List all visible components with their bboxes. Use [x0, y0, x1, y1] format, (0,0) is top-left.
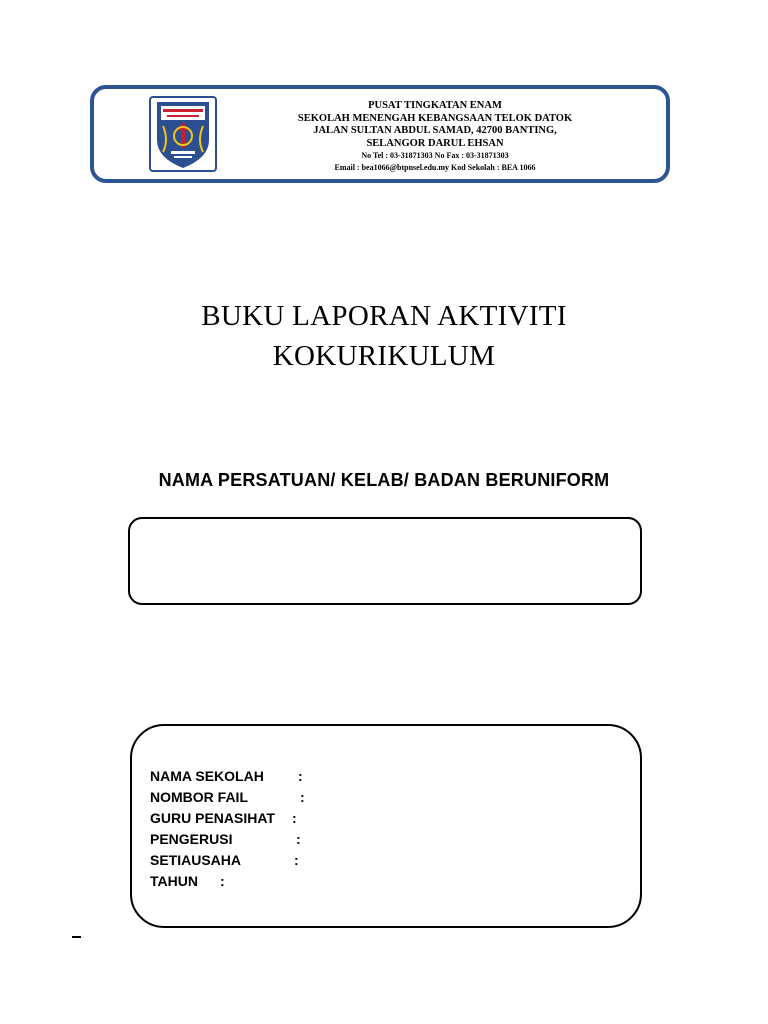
field-nombor-fail [150, 787, 305, 808]
school-crest-icon [149, 96, 217, 172]
school-header [90, 85, 670, 183]
field-pengerusi [150, 829, 301, 850]
document-title-line1: BUKU LAPORAN AKTIVITI [201, 300, 567, 332]
club-name-box[interactable] [128, 517, 642, 605]
club-name-heading: NAMA PERSATUAN/ KELAB/ BADAN BERUNIFORM [158, 470, 610, 490]
document-title [0, 296, 768, 376]
field-label: SETIAUSAHA [150, 852, 242, 868]
info-box [130, 724, 642, 928]
field-colon: : [296, 831, 301, 847]
header-line: JALAN SULTAN ABDUL SAMAD, 42700 BANTING, [313, 125, 557, 136]
document-title-line2: KOKURIKULUM [272, 340, 496, 372]
field-colon: : [292, 810, 297, 826]
field-colon: : [300, 789, 305, 805]
field-tahun [150, 871, 275, 892]
info-field-list [150, 766, 305, 892]
field-label: TAHUN [150, 873, 198, 889]
field-label: GURU PENASIHAT [150, 810, 275, 826]
header-contact: No Tel : 03-31871303 No Fax : 03-31871303 [361, 151, 509, 160]
school-address-block [224, 100, 646, 174]
field-colon: : [298, 768, 303, 784]
header-email: Email : bea1066@btpnsel.edu.my Kod Sekolah : BEA 1066 [334, 163, 536, 172]
header-line: SELANGOR DARUL EHSAN [366, 137, 504, 149]
field-label: NOMBOR FAIL [150, 789, 248, 805]
stray-dash-mark [72, 936, 81, 938]
header-line: PUSAT TINGKATAN ENAM [368, 100, 502, 111]
field-colon: : [294, 852, 299, 868]
header-line: SEKOLAH MENENGAH KEBANGSAAN TELOK DATOK [297, 112, 573, 124]
field-guru-penasihat [150, 808, 297, 829]
field-setiausaha [150, 850, 299, 871]
field-label: NAMA SEKOLAH [150, 768, 264, 784]
field-nama-sekolah [150, 766, 303, 787]
field-label: PENGERUSI [150, 831, 233, 847]
field-colon: : [220, 873, 225, 889]
